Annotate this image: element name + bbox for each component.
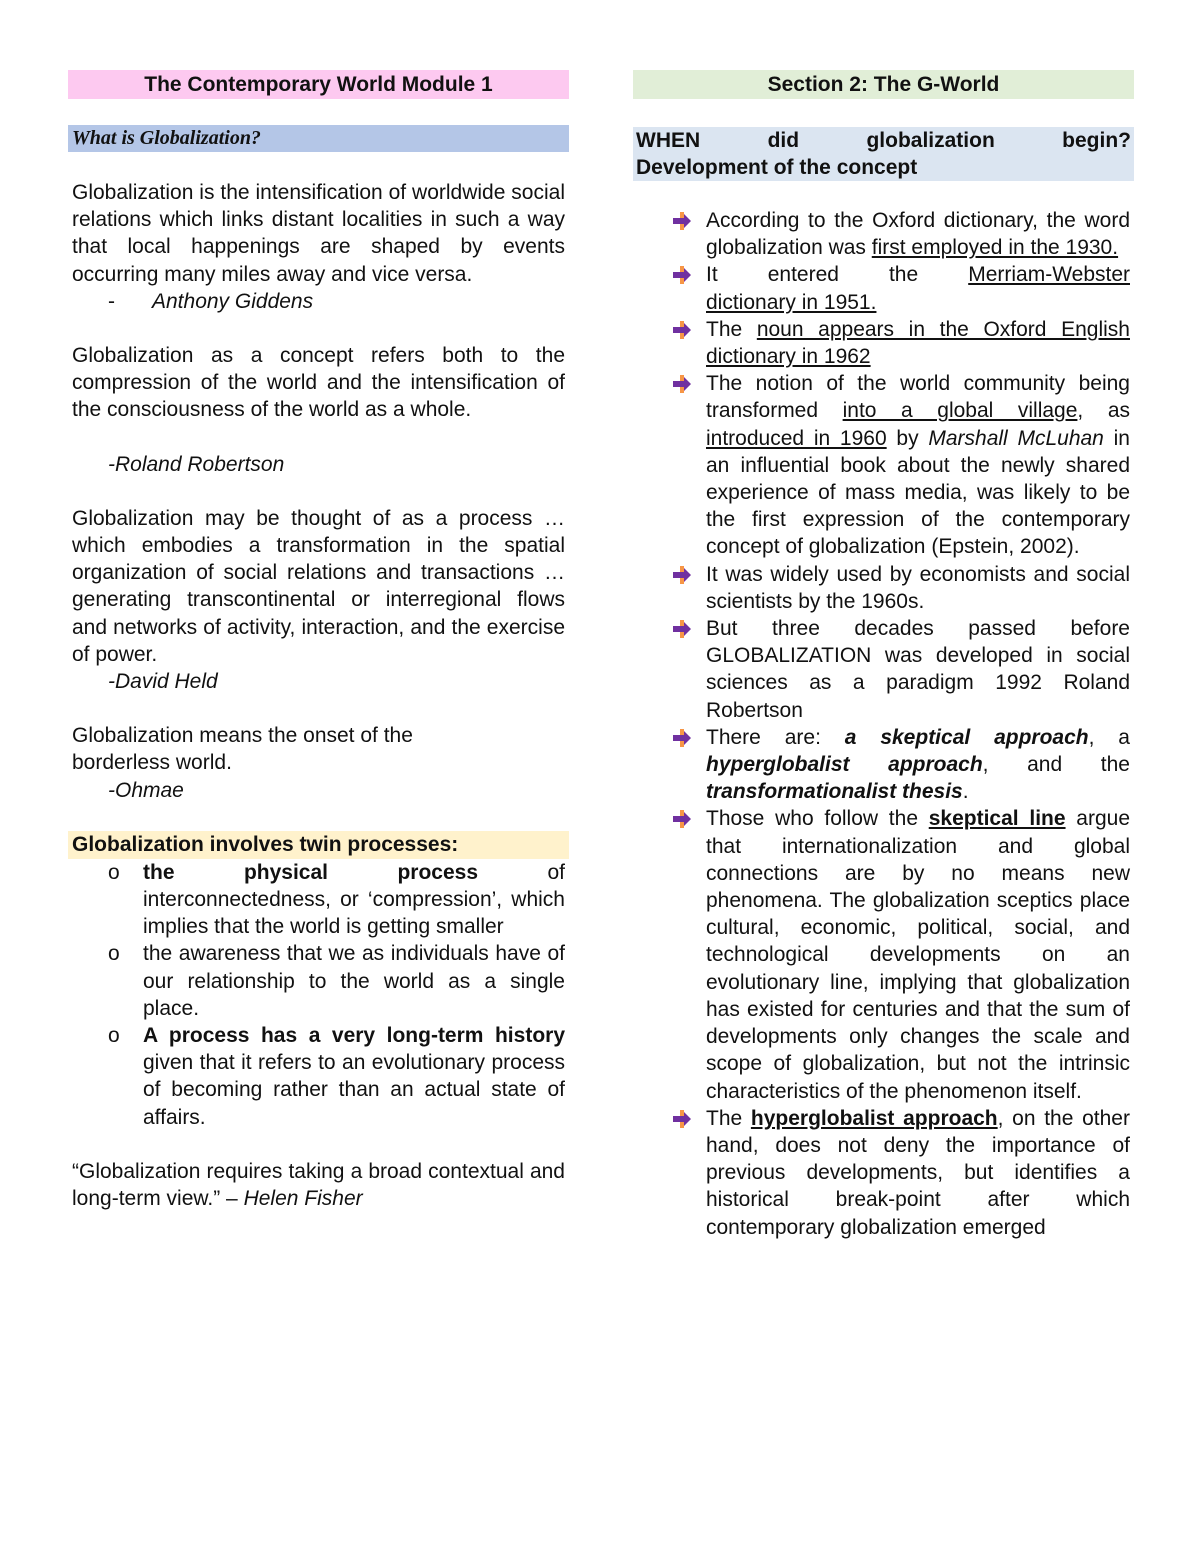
- circle-bullet-icon: o: [108, 1024, 120, 1048]
- quote-ohmae-line2: borderless world.: [72, 751, 232, 775]
- when-word: begin?: [1062, 129, 1131, 152]
- circle-bullet-icon: o: [108, 860, 120, 884]
- spacer: [68, 315, 569, 342]
- arrow-bullet-icon: [673, 321, 691, 339]
- arrow-bullet-icon: [673, 729, 691, 747]
- spacer: [68, 695, 569, 722]
- item-underlined: introduced in 1960: [706, 426, 887, 450]
- list-item: [68, 859, 569, 941]
- author-giddens: Anthony Giddens: [152, 289, 314, 313]
- arrow-bullet-icon: [673, 266, 691, 284]
- list-item: [633, 561, 1134, 615]
- list-item: [633, 261, 1134, 315]
- item-bold-italic: transformationalist thesis: [706, 780, 963, 804]
- spacer: [68, 1131, 569, 1158]
- item-underlined: Merriam-Webster dictionary in 1951.: [706, 263, 1130, 314]
- list-item: [633, 370, 1134, 560]
- item-text: But three decades passed before GLOBALIZATION was developed in social sciences as a paradigm 1992 Roland Robertson: [706, 617, 1130, 722]
- list-item: [633, 207, 1134, 261]
- when-heading: [633, 127, 1134, 181]
- attribution-dash: -: [108, 289, 115, 313]
- twin-processes-heading: Globalization involves twin processes:: [68, 831, 569, 859]
- arrow-bullet-icon: [673, 620, 691, 638]
- list-item: [633, 724, 1134, 806]
- spacer: [68, 478, 569, 505]
- item-text: It was widely used by economists and social scientists by the 1960s.: [706, 562, 1130, 613]
- arrow-bullet-icon: [673, 810, 691, 828]
- author-held: -David Held: [108, 670, 218, 694]
- item-bold: the physical process: [143, 860, 479, 884]
- twin-processes-list: [68, 859, 569, 1131]
- list-item: [633, 316, 1134, 370]
- item-text: argue that internationalization and global connections are by no means new phenomena. The globalization sceptics place cultural, economic, political, social, and technological developments on an evolutionary line, implying that globalization has existed for centuries and that the sum of developments only changes the scale and scope of globalization, but not the intrinsic characteristics of the phenomenon itself.: [706, 807, 1130, 1103]
- when-heading-line2: Development of the concept: [636, 156, 918, 179]
- item-text: The: [706, 317, 757, 341]
- item-text: According to the Oxford dictionary, the word globalization was: [706, 209, 1130, 260]
- item-text: Those who follow the: [706, 807, 929, 831]
- item-bold: A process has a very long-term history: [143, 1024, 565, 1048]
- list-item: [633, 615, 1134, 724]
- list-item: [68, 940, 569, 1022]
- when-word: globalization: [866, 129, 995, 152]
- spacer: [68, 152, 569, 179]
- list-item: [68, 1022, 569, 1131]
- arrow-bullet-icon: [673, 375, 691, 393]
- item-bold-italic: a skeptical approach: [844, 725, 1089, 749]
- arrow-bullet-icon: [673, 212, 691, 230]
- when-word: did: [767, 129, 800, 152]
- quote-robertson: Globalization as a concept refers both to the compression of the world and the intensification of the consciousness of the world as a whole.: [72, 344, 565, 422]
- item-bold-underlined: skeptical line: [928, 807, 1066, 831]
- quote-giddens-attribution: [68, 288, 569, 315]
- item-bold-underlined: hyperglobalist approach: [750, 1106, 998, 1130]
- concept-history-list: [633, 207, 1134, 1241]
- item-text: of interconnectedness, or ‘compression’, which implies that the world is getting smaller: [143, 860, 565, 939]
- closing-quote: [68, 1158, 569, 1212]
- spacer: [68, 804, 569, 831]
- quote-held: Globalization may be thought of as a process … which embodies a transformation in the spatial organization of social relations and transactions … generating transcontinental or interregional flows and networks of activity, interaction, and the exercise of power.: [72, 506, 565, 666]
- item-text: .: [962, 780, 969, 804]
- item-text: by: [886, 426, 929, 450]
- item-text: There are:: [706, 725, 845, 749]
- item-underlined: noun appears in the Oxford English dictionary in 1962: [706, 317, 1130, 369]
- when-heading-line1: [636, 127, 1131, 154]
- arrow-bullet-icon: [673, 1110, 691, 1128]
- what-is-globalization-heading: What is Globalization?: [68, 125, 569, 152]
- section-title: Section 2: The G-World: [633, 70, 1134, 99]
- spacer: [68, 424, 569, 451]
- item-italic: Marshall McLuhan: [928, 426, 1104, 450]
- item-text: The notion of the world community being transformed: [706, 372, 1130, 423]
- item-text: , on the other hand, does not deny the importance of previous developments, but identifies a historical break-point after which contemporary globalization emerged: [706, 1106, 1130, 1239]
- item-text: , and the: [982, 753, 1130, 777]
- module-title: The Contemporary World Module 1: [68, 70, 569, 99]
- circle-bullet-icon: o: [108, 942, 120, 966]
- list-item: [633, 1105, 1134, 1241]
- author-ohmae: -Ohmae: [108, 778, 184, 802]
- when-word: WHEN: [636, 129, 701, 152]
- item-underlined: into a global village: [842, 399, 1078, 423]
- item-text: in an influential book about the newly shared experience of mass media, was likely to be the first expression of the contemporary concept of globalization (Epstein, 2002).: [706, 426, 1130, 559]
- item-text: The: [706, 1106, 751, 1130]
- item-text: It entered the: [706, 263, 969, 287]
- quote-ohmae-line1: Globalization means the onset of the: [72, 724, 413, 748]
- item-text: , as: [1077, 399, 1130, 423]
- item-text: the awareness that we as individuals have of our relationship to the world as a single place.: [143, 942, 565, 1020]
- item-text: , a: [1088, 725, 1130, 749]
- list-item: [633, 805, 1134, 1104]
- item-underlined: first employed in the 1930.: [871, 236, 1119, 260]
- item-text: given that it refers to an evolutionary process of becoming rather than an actual state of affairs.: [143, 1051, 565, 1129]
- right-column: [633, 70, 1134, 1241]
- item-bold-italic: hyperglobalist approach: [706, 753, 983, 777]
- author-robertson: -Roland Robertson: [108, 452, 285, 476]
- closing-quote-text: “Globalization requires taking a broad contextual and long-term view.” –: [72, 1159, 565, 1211]
- left-column: [68, 70, 569, 1212]
- quote-giddens: Globalization is the intensification of worldwide social relations which links distant localities in such a way that local happenings are shaped by events occurring many miles away and vice versa.: [72, 181, 565, 286]
- arrow-bullet-icon: [673, 566, 691, 584]
- closing-quote-author: Helen Fisher: [243, 1187, 363, 1211]
